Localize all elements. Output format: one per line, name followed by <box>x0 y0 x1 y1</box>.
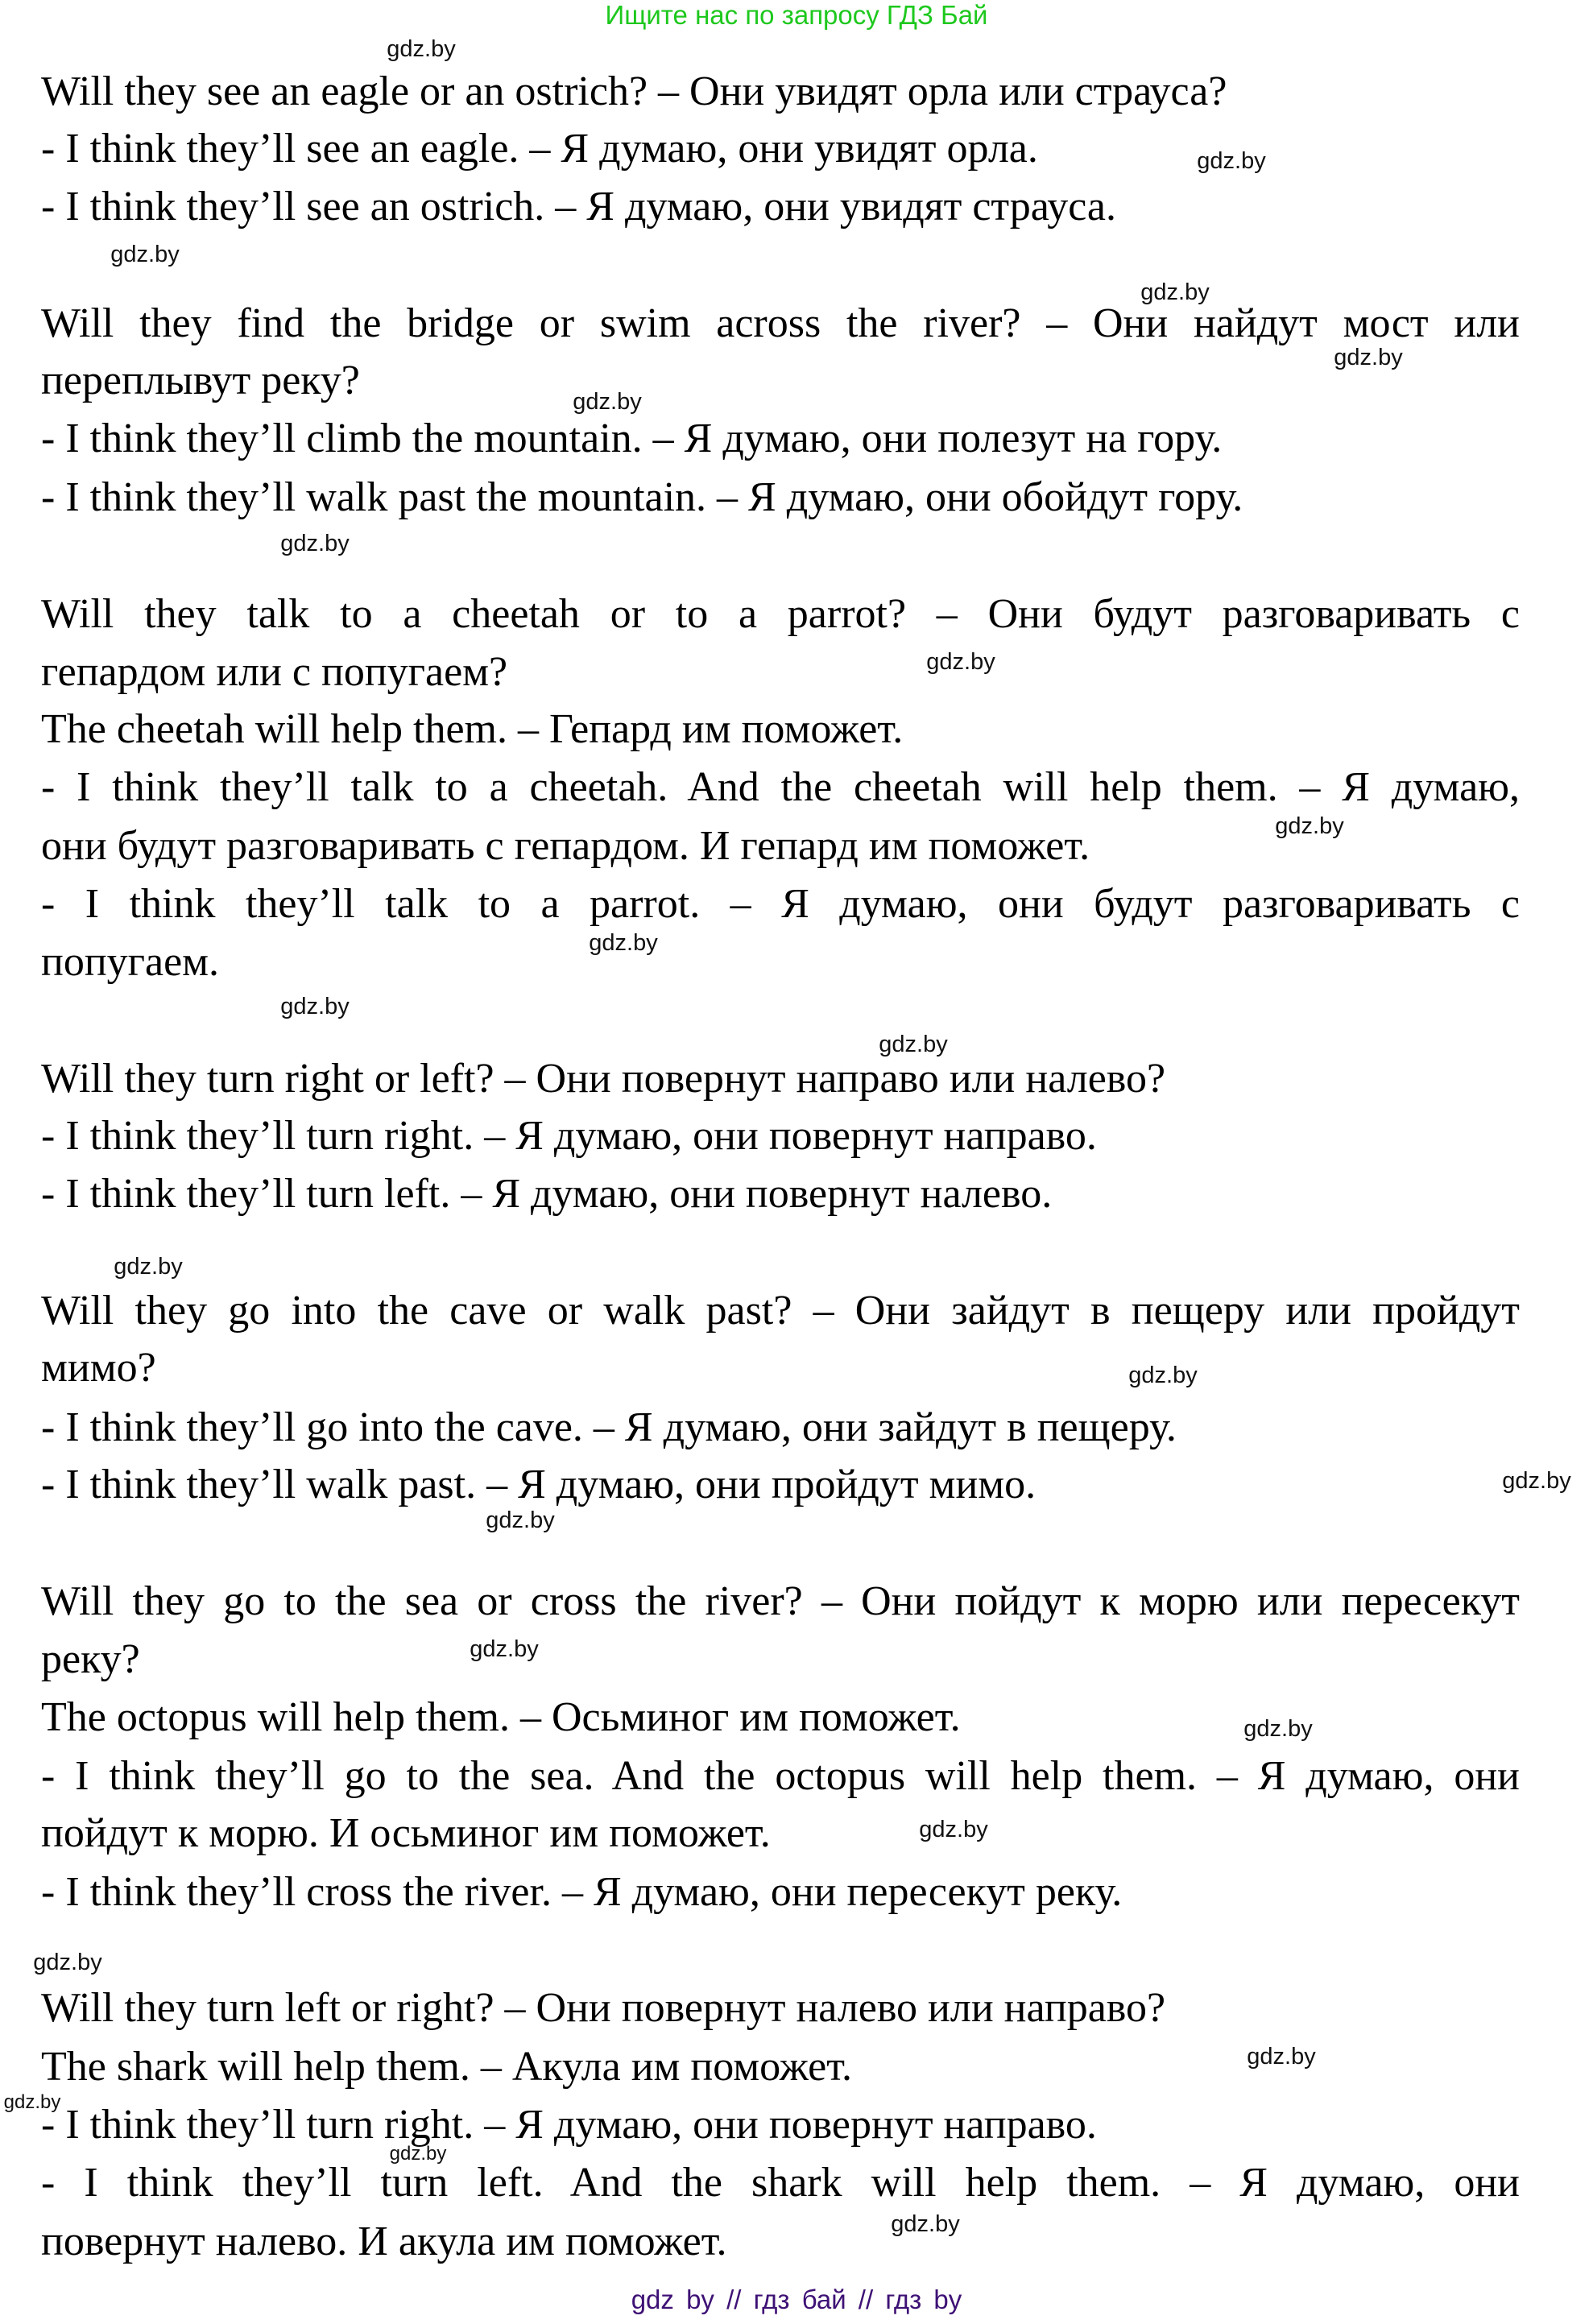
answer-line: - I think they’ll walk past the mountain. – Я думаю, они обойдут гору. <box>41 474 1243 520</box>
watermark: gdz.by <box>387 36 456 62</box>
answer-line: - I think they’ll climb the mountain. – Я думаю, они полезут на гору. <box>41 416 1223 461</box>
watermark: gdz.by <box>891 2211 960 2237</box>
answer-line: - I think they’ll walk past. – Я думаю, они пройдут мимо. <box>41 1462 1036 1507</box>
question-line: Will they turn left or right? – Они повернут налево или направо? <box>41 1985 1166 2031</box>
helper-line: The octopus will help them. – Осьминог им поможет. <box>41 1694 961 1740</box>
watermark: gdz.by <box>1247 2044 1316 2070</box>
answer-line: - I think they’ll turn right. – Я думаю, они повернут направо. <box>41 1113 1097 1159</box>
footer-links: gdz by // гдз бай // гдз by <box>631 2285 962 2314</box>
answer-line: - I think they’ll cross the river. – Я думаю, они пересекут реку. <box>41 1869 1123 1915</box>
watermark: gdz.by <box>110 242 180 267</box>
answer-line: - I think they’ll see an ostrich. – Я думаю, они увидят страуса. <box>41 184 1117 230</box>
watermark: gdz.by <box>470 1636 539 1662</box>
question-line-cont: гепардом или с попугаем? <box>41 649 508 695</box>
question-line: Will they talk to a cheetah or to a parrot? – Они будут разговаривать с <box>41 591 1520 637</box>
answer-line-cont: повернут налево. И акула им поможет. <box>41 2219 727 2264</box>
answer-line: - I think they’ll turn left. And the shark will help them. – Я думаю, они <box>41 2160 1520 2206</box>
answer-line: - I think they’ll go to the sea. And the octopus will help them. – Я думаю, они <box>41 1753 1520 1799</box>
question-line: Will they turn right or left? – Они повернут направо или налево? <box>41 1056 1166 1102</box>
watermark: gdz.by <box>1334 345 1403 370</box>
watermark: gdz.by <box>1128 1363 1198 1388</box>
question-line: Will they go to the sea or cross the river? – Они пойдут к морю или пересекут <box>41 1578 1520 1624</box>
question-line: Will they see an eagle or an ostrich? – Они увидят орла или страуса? <box>41 68 1227 114</box>
search-banner: Ищите нас по запросу ГДЗ Бай <box>605 0 988 30</box>
question-line: Will they go into the cave or walk past? – Они зайдут в пещеру или пройдут <box>41 1288 1520 1334</box>
answer-line: - I think they’ll turn left. – Я думаю, они повернут налево. <box>41 1171 1053 1217</box>
watermark: gdz.by <box>280 994 350 1019</box>
answer-line-cont: пойдут к морю. И осьминог им поможет. <box>41 1810 771 1856</box>
question-line-cont: мимо? <box>41 1345 156 1391</box>
watermark: gdz.by <box>573 389 642 415</box>
question-line: Will they find the bridge or swim across the river? – Они найдут мост или <box>41 300 1520 346</box>
watermark: gdz.by <box>1275 813 1344 839</box>
watermark: gdz.by <box>919 1817 988 1842</box>
question-line-cont: реку? <box>41 1636 140 1682</box>
answer-line: - I think they’ll talk to a parrot. – Я думаю, они будут разговаривать с <box>41 881 1520 927</box>
answer-line: - I think they’ll go into the cave. – Я думаю, они зайдут в пещеру. <box>41 1404 1177 1450</box>
watermark: gdz.by <box>3 2091 61 2113</box>
question-line-cont: переплывут реку? <box>41 358 360 403</box>
watermark: gdz.by <box>1197 148 1266 174</box>
watermark: gdz.by <box>589 930 658 956</box>
answer-line-cont: они будут разговаривать с гепардом. И гепард им поможет. <box>41 823 1090 869</box>
answer-line: - I think they’ll see an eagle. – Я думаю, они увидят орла. <box>41 126 1038 172</box>
watermark: gdz.by <box>1502 1468 1571 1494</box>
watermark: gdz.by <box>879 1032 948 1057</box>
helper-line: The shark will help them. – Акула им поможет. <box>41 2044 853 2090</box>
watermark: gdz.by <box>1140 279 1210 305</box>
watermark: gdz.by <box>486 1507 555 1533</box>
watermark: gdz.by <box>33 1950 102 1975</box>
helper-line: The cheetah will help them. – Гепард им поможет. <box>41 706 904 752</box>
watermark: gdz.by <box>926 649 995 675</box>
watermark: gdz.by <box>280 531 350 556</box>
watermark: gdz.by <box>1243 1716 1313 1742</box>
watermark: gdz.by <box>114 1254 183 1280</box>
watermark: gdz.by <box>389 2143 447 2165</box>
answer-line: - I think they’ll talk to a cheetah. And the cheetah will help them. – Я думаю, <box>41 764 1520 810</box>
answer-line-cont: попугаем. <box>41 939 220 985</box>
answer-line: - I think they’ll turn right. – Я думаю, они повернут направо. <box>41 2102 1097 2148</box>
